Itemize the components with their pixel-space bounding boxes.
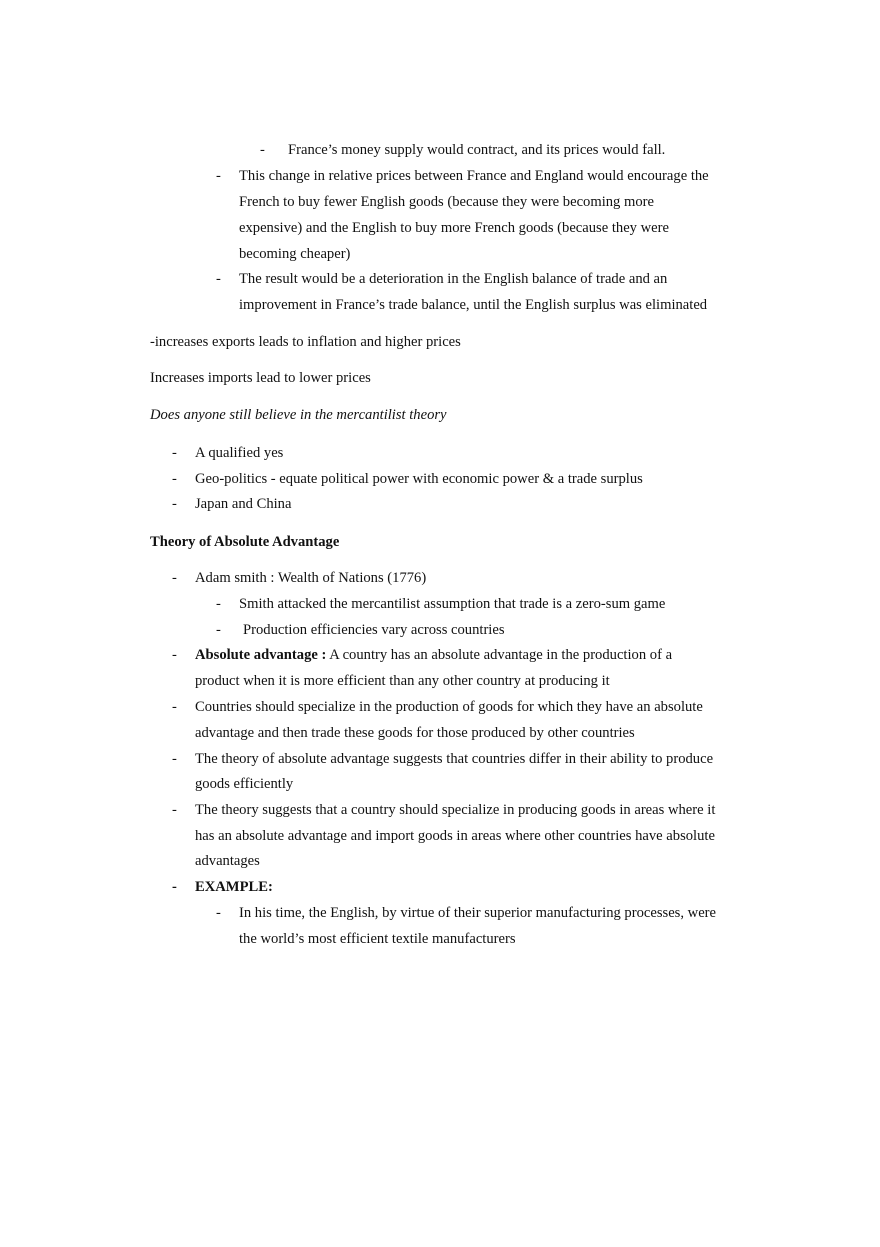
bullet: - [216,596,221,612]
sub-bullet-text: France’s money supply would contract, and its prices would fall. [288,142,666,158]
bullet: - [216,905,221,921]
definition-text: A country has an absolute advantage in the production of a [326,647,673,663]
bullet-text: improvement in France’s trade balance, until the English surplus was eliminated [239,297,708,313]
bullet: - [172,879,177,895]
bullet: - [172,496,177,512]
answer-item: Japan and China [195,496,292,512]
section-heading: Theory of Absolute Advantage [150,534,340,550]
bullet: - [216,622,221,638]
bullet-text: advantage and then trade these goods for those produced by other countries [195,725,635,741]
definition-term: Absolute advantage : [195,647,327,663]
bullet-text: goods efficiently [195,776,294,792]
bullet-text: advantages [195,853,260,869]
bullet-text: The result would be a deterioration in the English balance of trade and an [239,271,668,287]
bullet-text: French to buy fewer English goods (because they were becoming more [239,194,654,210]
bullet-text: has an absolute advantage and import goods in areas where other countries have absolute [195,828,715,844]
bullet: - [172,471,177,487]
bullet: - [172,570,177,586]
note-exports: -increases exports leads to inflation and higher prices [150,334,461,350]
bullet: - [172,647,177,663]
bullet: - [260,142,265,158]
bullet: - [172,699,177,715]
sub-bullet-text: Production efficiencies vary across countries [243,622,505,638]
sub-bullet-text: Smith attacked the mercantilist assumption that trade is a zero-sum game [239,596,666,612]
bullet-text: product when it is more efficient than any other country at producing it [195,673,610,689]
bullet: - [172,445,177,461]
example-label: EXAMPLE: [195,879,273,895]
bullet-text: Adam smith : Wealth of Nations (1776) [195,570,427,586]
answer-item: A qualified yes [195,445,284,461]
sub-bullet-text: the world’s most efficient textile manufacturers [239,931,516,947]
bullet: - [216,168,221,184]
bullet-text: becoming cheaper) [239,246,351,262]
bullet-text: Countries should specialize in the production of goods for which they have an absolute [195,699,703,715]
bullet-text: The theory of absolute advantage suggests that countries differ in their ability to produce [195,751,714,767]
bullet: - [172,802,177,818]
bullet: - [172,751,177,767]
sub-bullet-text: In his time, the English, by virtue of their superior manufacturing processes, were [239,905,717,921]
note-imports: Increases imports lead to lower prices [150,370,371,386]
bullet-text: expensive) and the English to buy more French goods (because they were [239,220,669,236]
answer-item: Geo-politics - equate political power with economic power & a trade surplus [195,471,643,487]
bullet-text: The theory suggests that a country should specialize in producing goods in areas where it [195,802,716,818]
question: Does anyone still believe in the mercantilist theory [150,407,447,423]
bullet: - [216,271,221,287]
definition-line [195,646,672,664]
bullet-text: This change in relative prices between France and England would encourage the [239,168,709,184]
